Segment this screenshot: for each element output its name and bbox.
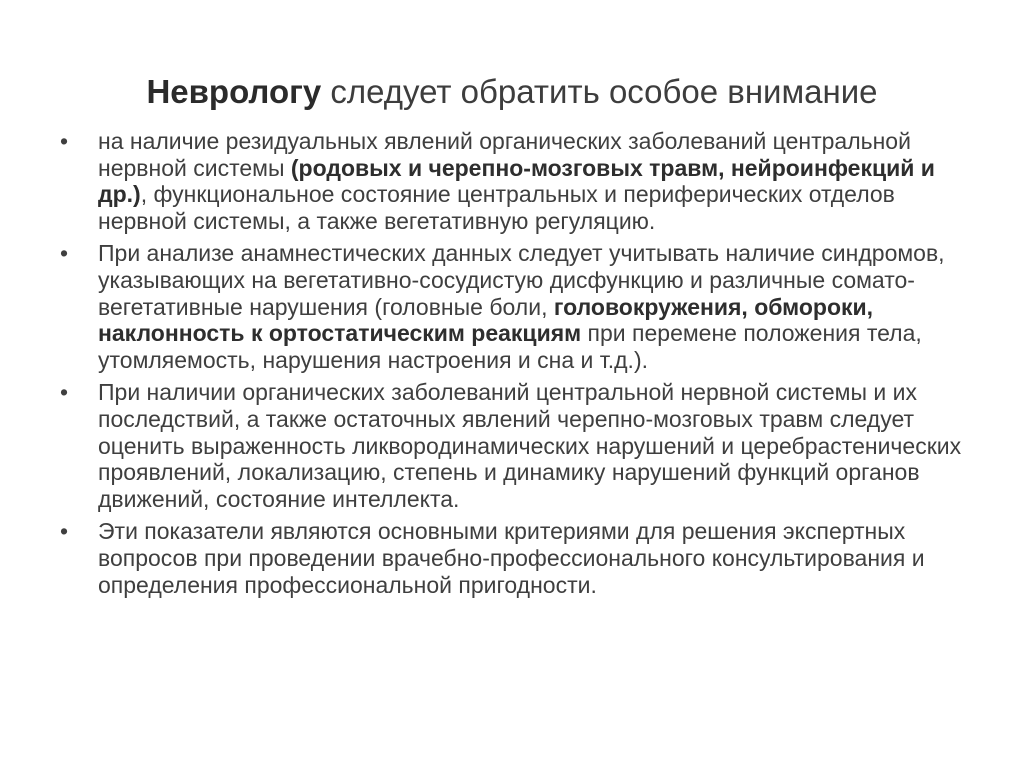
bullet-icon: • (60, 379, 69, 406)
item-text: , функциональное состояние центральных и периферических отделов нервной системы, а также вегетативную регуляцию. (98, 181, 895, 234)
bullet-icon: • (60, 128, 69, 154)
list-item (58, 379, 978, 512)
slide-title (0, 72, 1024, 112)
item-text-bold: (родовых и черепно-мозговых травм, нейроинфекций и др.) (98, 154, 935, 208)
bullet-icon: • (60, 240, 69, 267)
item-text: Эти показатели являются основными критериями для решения экспертных вопросов при проведении врачебно-профессионального консультирования и определения профессиональной пригодности. (98, 518, 925, 598)
list-item (58, 518, 978, 598)
item-text: на наличие резидуальных явлений органических заболеваний центральной нервной системы (98, 128, 911, 181)
item-text: При анализе анамнестических данных следует учитывать наличие синдромов, указывающих на вегетативно-сосудистую дисфункцию и различные сомато-вегетативные нарушения (головные боли, (98, 240, 945, 320)
title-rest: следует обратить особое внимание (321, 73, 878, 110)
bullet-icon: • (60, 518, 69, 545)
item-text-bold: головокружения, обмороки, наклонность к ортостатическим реакциям (98, 293, 874, 347)
title-bold: Неврологу (146, 73, 322, 110)
bullet-list (58, 128, 978, 604)
item-text: при перемене положения тела, утомляемость, нарушения настроения и сна и т.д.). (98, 320, 922, 373)
list-item (58, 240, 978, 373)
list-item (58, 128, 978, 234)
item-text: При наличии органических заболеваний центральной нервной системы и их последствий, а также остаточных явлений черепно-мозговых травм следует оценить выраженность ликвородинамических нарушений и церебрастенических проявлений, локализацию, степень и динамику нарушений функций органов движений, состояние интеллекта. (98, 379, 962, 512)
